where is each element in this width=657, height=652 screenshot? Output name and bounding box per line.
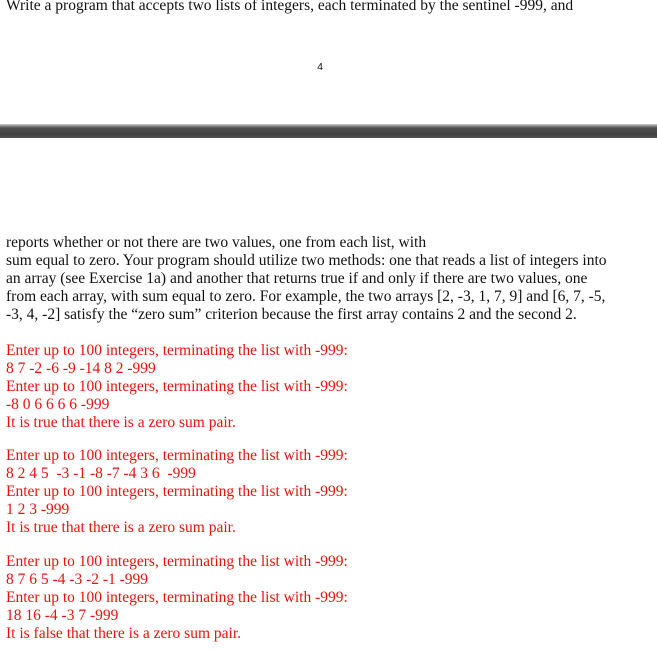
run-input: 8 7 -2 -6 -9 -14 8 2 -999 [6, 360, 156, 377]
sample-run-3 [6, 553, 646, 643]
page-separator [0, 124, 657, 138]
paragraph-line: from each array, with sum equal to zero. For example, the two arrays [2, -3, 1, 7, 9] and [6, 7, -5, [6, 288, 606, 305]
run-input: -8 0 6 6 6 6 -999 [6, 396, 110, 413]
sample-run-1 [6, 342, 646, 432]
run-prompt: Enter up to 100 integers, terminating the list with -999: [6, 483, 348, 500]
run-input: 8 2 4 5 -3 -1 -8 -7 -4 3 6 -999 [6, 465, 196, 482]
run-result: It is true that there is a zero sum pair. [6, 414, 236, 431]
run-result: It is false that there is a zero sum pair. [6, 625, 242, 642]
run-input: 18 16 -4 -3 7 -999 [6, 607, 119, 624]
run-result: It is true that there is a zero sum pair. [6, 519, 236, 536]
run-prompt: Enter up to 100 integers, terminating the list with -999: [6, 378, 348, 395]
run-prompt: Enter up to 100 integers, terminating the list with -999: [6, 447, 348, 464]
paragraph-line: -3, 4, -2] satisfy the “zero sum” criterion because the first array contains 2 and the second 2. [6, 306, 577, 323]
run-input: 8 7 6 5 -4 -3 -2 -1 -999 [6, 571, 149, 588]
run-input: 1 2 3 -999 [6, 501, 70, 518]
prompt-paragraph [6, 234, 646, 324]
paragraph-line: an array (see Exercise 1a) and another that returns true if and only if there are two values, one [6, 270, 588, 287]
run-prompt: Enter up to 100 integers, terminating the list with -999: [6, 589, 348, 606]
run-prompt: Enter up to 100 integers, terminating the list with -999: [6, 342, 348, 359]
paragraph-line: sum equal to zero. Your program should utilize two methods: one that reads a list of integers into [6, 252, 607, 269]
prompt-first-line: Write a program that accepts two lists of integers, each terminated by the sentinel -999, and [6, 0, 574, 14]
sample-run-2 [6, 447, 646, 537]
run-prompt: Enter up to 100 integers, terminating the list with -999: [6, 553, 348, 570]
page-number: 4 [317, 61, 323, 73]
paragraph-line: reports whether or not there are two values, one from each list, with [6, 234, 427, 251]
